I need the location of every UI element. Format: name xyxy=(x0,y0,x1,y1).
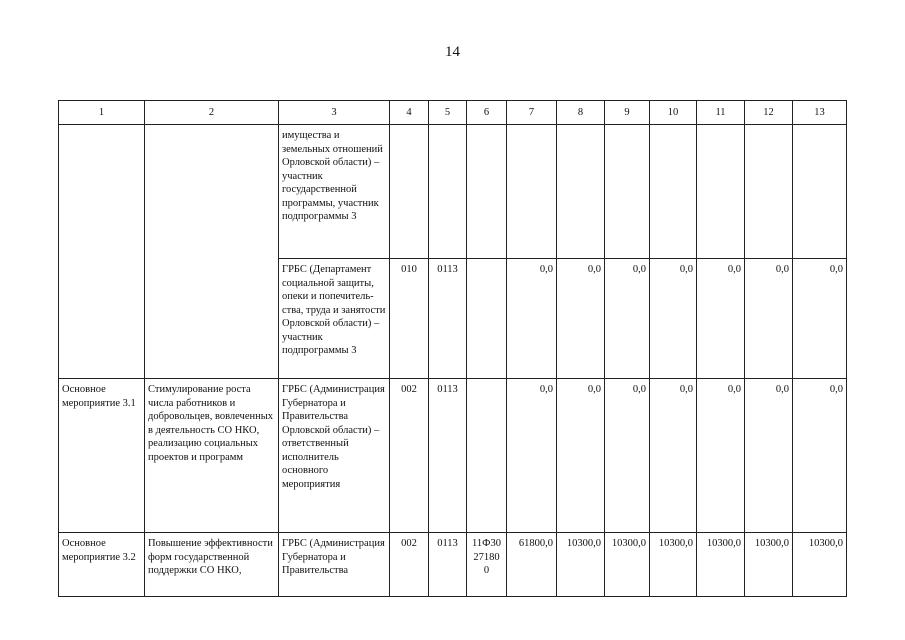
cell-target-code: 11Ф3027180 0 xyxy=(467,533,507,597)
column-header: 13 xyxy=(793,101,847,125)
cell-grbs-code: 002 xyxy=(390,379,429,533)
cell-value xyxy=(557,125,605,259)
cell-section-code xyxy=(429,125,467,259)
cell-value: 0,0 xyxy=(793,379,847,533)
cell-description: Стимулирование роста числа работников и добровольцев, вовлеченных в деятельность СО НКО, реализацию социальных проектов и программ xyxy=(145,379,279,533)
cell-value: 0,0 xyxy=(605,259,650,379)
cell-value: 10300,0 xyxy=(745,533,793,597)
cell-value: 10300,0 xyxy=(605,533,650,597)
cell-value xyxy=(793,125,847,259)
cell-value xyxy=(745,125,793,259)
column-header: 1 xyxy=(59,101,145,125)
cell-value: 0,0 xyxy=(697,259,745,379)
cell-value: 0,0 xyxy=(745,259,793,379)
column-header: 2 xyxy=(145,101,279,125)
cell-value: 10300,0 xyxy=(697,533,745,597)
cell-value: 10300,0 xyxy=(793,533,847,597)
column-header: 5 xyxy=(429,101,467,125)
column-header: 7 xyxy=(507,101,557,125)
column-header: 11 xyxy=(697,101,745,125)
cell-value: 0,0 xyxy=(650,379,697,533)
page-number: 14 xyxy=(445,44,460,60)
cell-executor: ГРБС (Администрация Губернатора и Правительства Орловской области) – ответственный исполнитель основного мероприятия xyxy=(279,379,390,533)
cell-activity: Основное мероприятие 3.1 xyxy=(59,379,145,533)
cell-value xyxy=(605,125,650,259)
cell-target-code xyxy=(467,125,507,259)
cell-target-code xyxy=(467,259,507,379)
cell-value xyxy=(650,125,697,259)
table-row xyxy=(59,125,847,259)
cell-section-code: 0113 xyxy=(429,533,467,597)
table-row xyxy=(59,533,847,597)
cell-description xyxy=(145,125,279,379)
cell-value: 0,0 xyxy=(793,259,847,379)
cell-value: 0,0 xyxy=(697,379,745,533)
cell-grbs-code: 010 xyxy=(390,259,429,379)
cell-value: 0,0 xyxy=(557,379,605,533)
cell-value: 0,0 xyxy=(507,259,557,379)
cell-grbs-code xyxy=(390,125,429,259)
header-row xyxy=(59,101,847,125)
cell-executor: имущества и земельных отношений Орловской области) – участник государственной программы, участник подпрограммы 3 xyxy=(279,125,390,259)
cell-section-code: 0113 xyxy=(429,379,467,533)
cell-value xyxy=(697,125,745,259)
cell-executor: ГРБС (Администрация Губернатора и Правительства xyxy=(279,533,390,597)
column-header: 9 xyxy=(605,101,650,125)
cell-value: 10300,0 xyxy=(557,533,605,597)
cell-value: 0,0 xyxy=(745,379,793,533)
cell-value: 0,0 xyxy=(557,259,605,379)
cell-value: 10300,0 xyxy=(650,533,697,597)
cell-value xyxy=(507,125,557,259)
cell-description: Повышение эффективности форм государственной поддержки СО НКО, xyxy=(145,533,279,597)
cell-value: 0,0 xyxy=(605,379,650,533)
column-header: 6 xyxy=(467,101,507,125)
cell-value: 0,0 xyxy=(507,379,557,533)
column-header: 8 xyxy=(557,101,605,125)
cell-section-code: 0113 xyxy=(429,259,467,379)
column-header: 10 xyxy=(650,101,697,125)
column-header: 12 xyxy=(745,101,793,125)
budget-table xyxy=(58,100,847,597)
table-row xyxy=(59,379,847,533)
cell-grbs-code: 002 xyxy=(390,533,429,597)
cell-executor: ГРБС (Департамент социальной защиты, опеки и попечитель-ства, труда и занятости Орловской области) – участник подпрограммы 3 xyxy=(279,259,390,379)
cell-activity: Основное мероприятие 3.2 xyxy=(59,533,145,597)
cell-value: 0,0 xyxy=(650,259,697,379)
cell-value: 61800,0 xyxy=(507,533,557,597)
cell-target-code xyxy=(467,379,507,533)
column-header: 4 xyxy=(390,101,429,125)
column-header: 3 xyxy=(279,101,390,125)
cell-activity xyxy=(59,125,145,379)
